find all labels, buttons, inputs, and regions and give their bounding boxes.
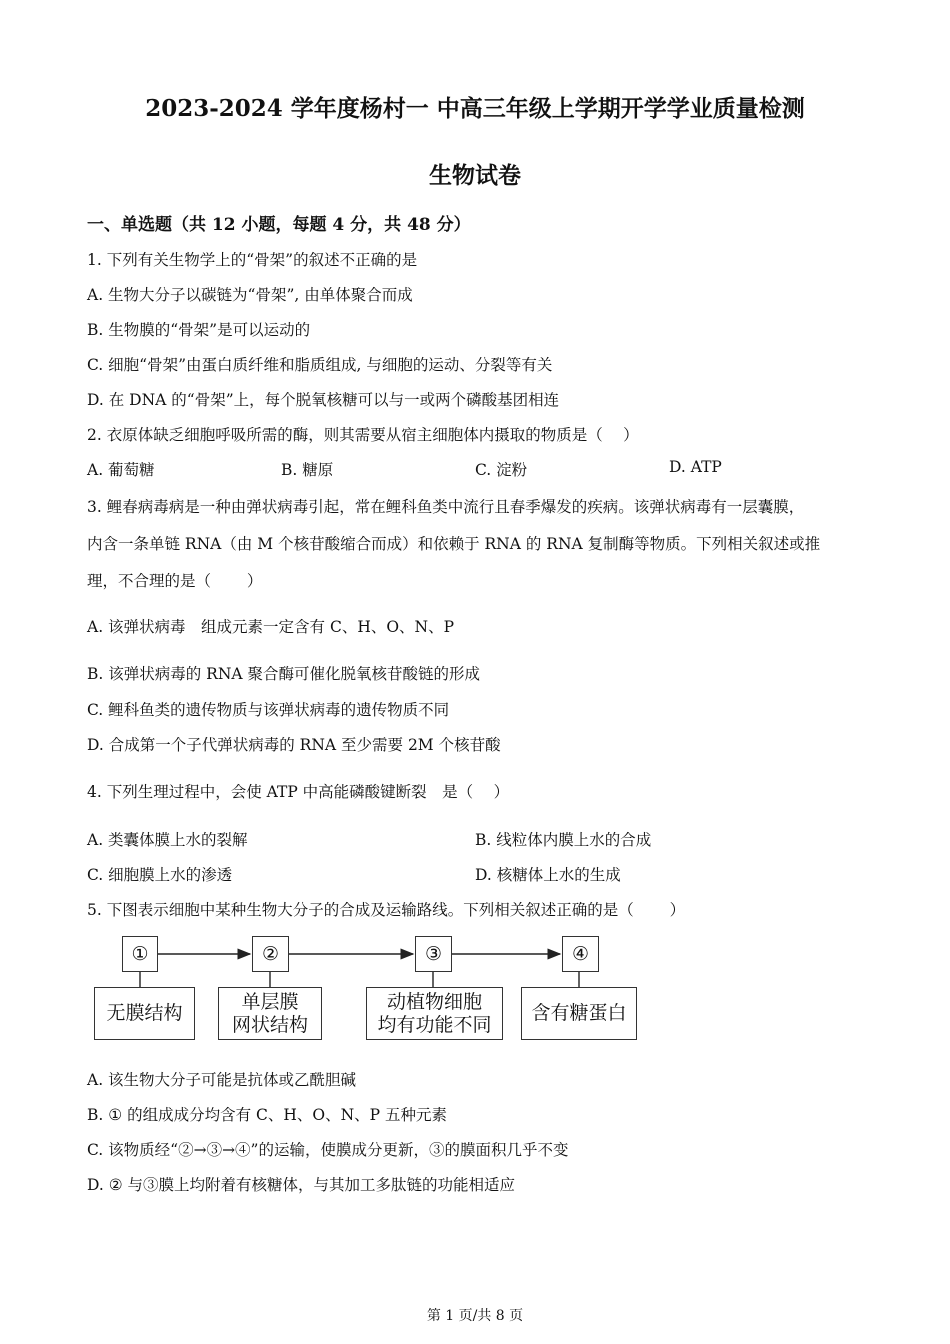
q3-option-c: C. 鲤科鱼类的遗传物质与该弹状病毒的遗传物质不同	[87, 701, 450, 719]
q2-option-b: B. 糖原	[281, 461, 334, 479]
q1-option-b: B. 生物膜的“骨架”是可以运动的	[87, 321, 311, 339]
q2-option-d: D. ATP	[669, 458, 722, 476]
q3-stem-line-3: 理，不合理的是（ ）	[87, 572, 263, 590]
q5-option-b: B. ① 的组成成分均含有 C、H、O、N、P 五种元素	[87, 1106, 447, 1124]
box-no-membrane-label: 无膜结构	[106, 1002, 183, 1024]
q4-option-d: D. 核糖体上水的生成	[475, 866, 621, 884]
node-4: ④	[562, 936, 599, 972]
page-number: 第 1 页/共 8 页	[426, 1308, 524, 1324]
box-single-membrane-line-2: 网状结构	[231, 1013, 308, 1036]
q5-stem: 5. 下图表示细胞中某种生物大分子的合成及运输路线。下列相关叙述正确的是（ ）	[87, 901, 686, 919]
box-plant-animal-line-2: 均有功能不同	[377, 1013, 492, 1036]
q1-stem: 1. 下列有关生物学上的“骨架”的叙述不正确的是	[87, 251, 418, 269]
q1-option-a: A. 生物大分子以碳链为“骨架”, 由单体聚合而成	[87, 286, 413, 304]
box-no-membrane	[94, 987, 195, 1040]
q4-option-c: C. 细胞膜上水的渗透	[87, 866, 233, 884]
q4-option-a: A. 类囊体膜上水的裂解	[87, 831, 248, 849]
q1-option-c: C. 细胞“骨架”由蛋白质纤维和脂质组成, 与细胞的运动、分裂等有关	[87, 356, 553, 374]
box-glycoprotein-label: 含有糖蛋白	[531, 1002, 627, 1024]
node-3: ③	[415, 936, 452, 972]
box-plant-animal-line-1: 动植物细胞	[386, 990, 482, 1013]
q3-option-a: A. 该弹状病毒 组成元素一定含有 C、H、O、N、P	[87, 618, 455, 636]
node-1: ①	[122, 936, 158, 972]
q4-option-b: B. 线粒体内膜上水的合成	[475, 831, 652, 849]
node-2: ②	[252, 936, 289, 972]
q4-stem: 4. 下列生理过程中，会使 ATP 中高能磷酸键断裂 是（ ）	[87, 783, 510, 801]
q3-stem-line-1: 3. 鲤春病毒病是一种由弹状病毒引起，常在鲤科鱼类中流行且春季爆发的疾病。该弹状病毒有一层囊膜，	[87, 498, 805, 516]
exam-title: 2023-2024 学年度杨村一 中高三年级上学期开学学业质量检测	[145, 95, 805, 122]
box-plant-animal	[366, 987, 503, 1040]
q2-option-c: C. 淀粉	[475, 461, 528, 479]
box-single-membrane-line-1: 单层膜	[241, 990, 299, 1013]
q5-option-a: A. 该生物大分子可能是抗体或乙酰胆碱	[87, 1071, 357, 1089]
q2-option-a: A. 葡萄糖	[87, 461, 155, 479]
q3-option-b: B. 该弹状病毒的 RNA 聚合酶可催化脱氧核苷酸链的形成	[87, 665, 481, 683]
section-heading: 一、单选题（共 12 小题，每题 4 分，共 48 分）	[87, 215, 471, 235]
q5-option-c: C. 该物质经“②→③→④”的运输，使膜成分更新，③的膜面积几乎不变	[87, 1141, 569, 1159]
box-glycoprotein	[521, 987, 637, 1040]
q5-option-d: D. ② 与③膜上均附着有核糖体，与其加工多肽链的功能相适应	[87, 1176, 516, 1194]
q1-option-d: D. 在 DNA 的“骨架”上，每个脱氧核糖可以与一或两个磷酸基团相连	[87, 391, 560, 409]
q2-stem: 2. 衣原体缺乏细胞呼吸所需的酶，则其需要从宿主细胞体内摄取的物质是（ ）	[87, 426, 639, 444]
q3-stem-line-2: 内含一条单链 RNA（由 M 个核苷酸缩合而成）和依赖于 RNA 的 RNA 复制酶等物质。下列相关叙述或推	[87, 535, 821, 553]
box-single-membrane	[218, 987, 322, 1040]
q3-option-d: D. 合成第一个子代弹状病毒的 RNA 至少需要 2M 个核苷酸	[87, 736, 501, 754]
exam-subtitle: 生物试卷	[429, 162, 521, 189]
